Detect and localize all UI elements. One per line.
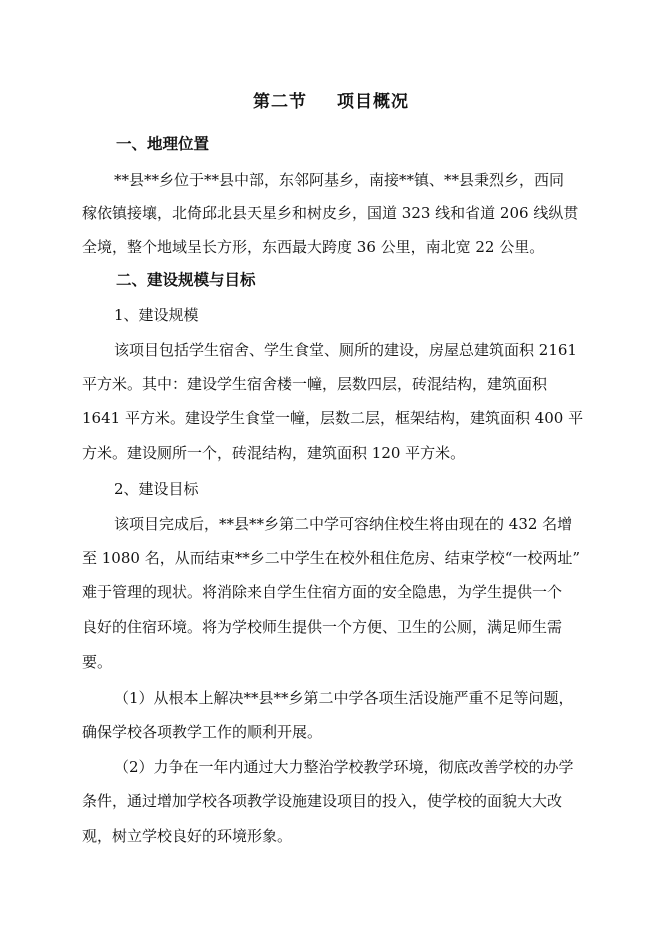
goal-line-2: 至 1080 名，从而结束**乡二中学生在校外租住危房、结束学校“一校两址” bbox=[82, 549, 581, 567]
item-2-line-2: 条件，通过增加学校各项教学设施建设项目的投入，使学校的面貌大大改 bbox=[82, 792, 563, 810]
goal-line-4: 良好的住宿环境。将为学校师生提供一个方便、卫生的公厕，满足师生需 bbox=[82, 618, 563, 636]
scale-line-3: 1641 平方米。建设学生食堂一幢，层数二层，框架结构，建筑面积 400 平 bbox=[82, 409, 584, 427]
item-2-line-1: （2）力争在一年内通过大力整治学校教学环境，彻底改善学校的办学 bbox=[114, 758, 574, 776]
goal-line-1: 该项目完成后，**县**乡第二中学可容纳住校生将由现在的 432 名增 bbox=[114, 515, 573, 533]
subheading-scale: 1、建设规模 bbox=[114, 306, 199, 324]
section-name: 项目概况 bbox=[337, 92, 409, 112]
goal-line-3: 难于管理的现状。将消除来自学生住宿方面的安全隐患，为学生提供一个 bbox=[82, 583, 563, 601]
geo-line-1: **县**乡位于**县中部，东邻阿基乡，南接**镇、**县秉烈乡，西同 bbox=[114, 171, 565, 189]
item-2-line-3: 观，树立学校良好的环境形象。 bbox=[82, 827, 293, 845]
geo-line-2: 稼依镇接壤，北倚邱北县天星乡和树皮乡，国道 323 线和省道 206 线纵贯 bbox=[82, 204, 579, 222]
section-title bbox=[0, 87, 662, 112]
goal-line-5: 要。 bbox=[82, 653, 113, 671]
item-1-line-2: 确保学校各项教学工作的顺利开展。 bbox=[82, 723, 323, 741]
heading-scale-goal: 二、建设规模与目标 bbox=[116, 270, 256, 289]
scale-line-4: 方米。建设厕所一个，砖混结构，建筑面积 120 平方米。 bbox=[82, 444, 466, 462]
geo-line-3: 全境，整个地域呈长方形，东西最大跨度 36 公里，南北宽 22 公里。 bbox=[82, 238, 545, 256]
scale-line-1: 该项目包括学生宿舍、学生食堂、厕所的建设，房屋总建筑面积 2161 bbox=[114, 341, 577, 359]
heading-geography: 一、地理位置 bbox=[116, 134, 210, 153]
subheading-goal: 2、建设目标 bbox=[114, 480, 199, 498]
item-1-line-1: （1）从根本上解决**县**乡第二中学各项生活设施严重不足等问题， bbox=[114, 689, 574, 707]
scale-line-2: 平方米。其中：建设学生宿舍楼一幢，层数四层，砖混结构，建筑面积 bbox=[82, 375, 548, 393]
section-number: 第二节 bbox=[253, 92, 307, 112]
